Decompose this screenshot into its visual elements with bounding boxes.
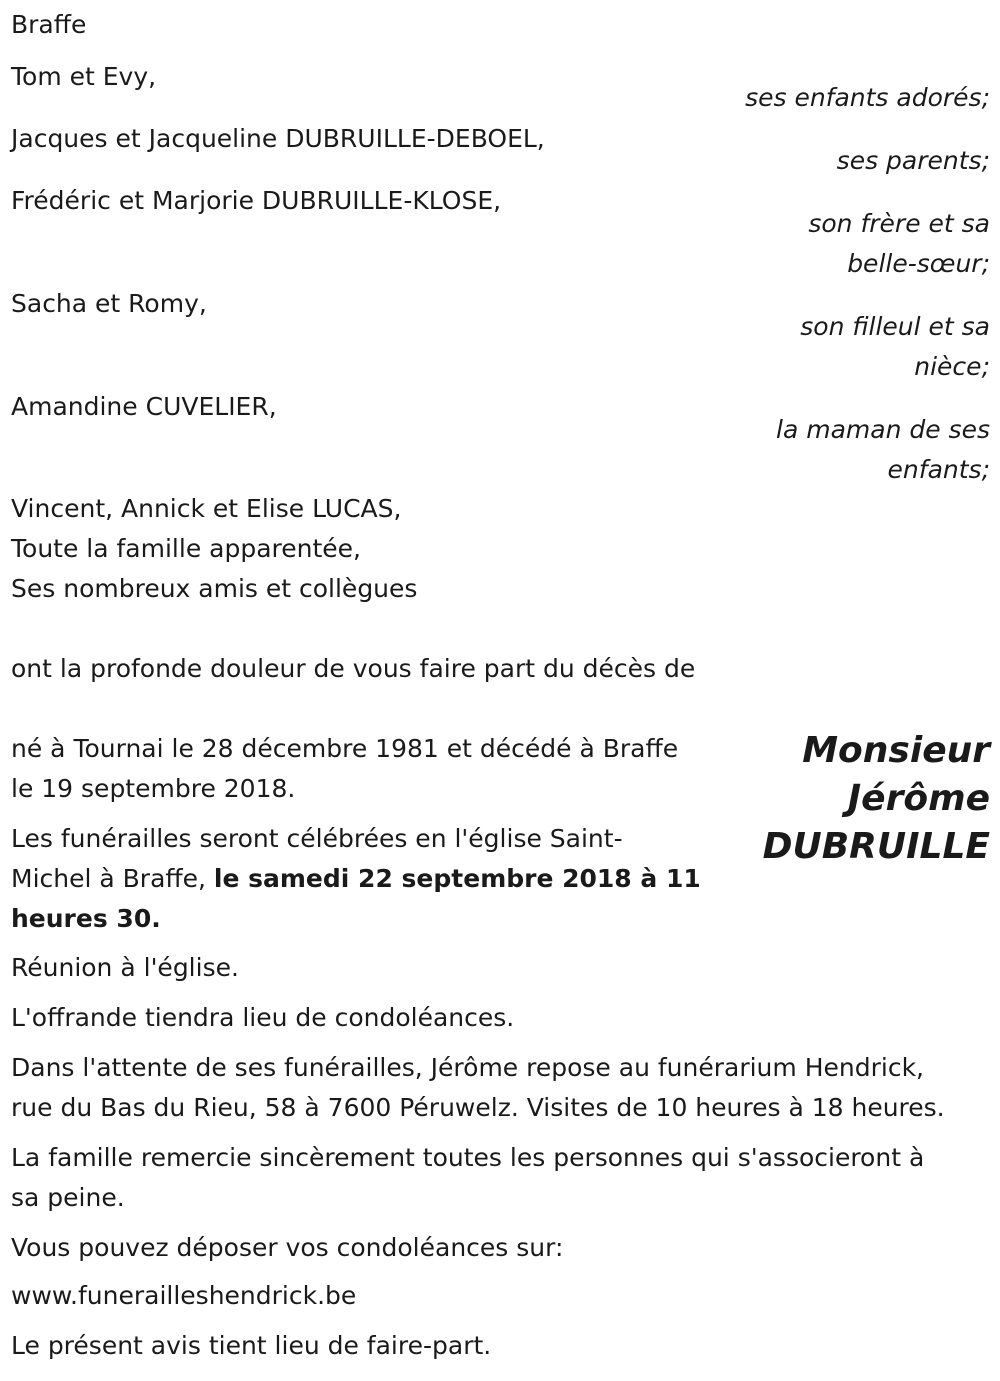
condolences-intro: Vous pouvez déposer vos condoléances sur: <box>11 1233 564 1262</box>
deceased-lastname: DUBRUILLE <box>762 826 990 867</box>
funeral-place: Michel à Braffe, <box>11 864 214 893</box>
thanks-line-1: La famille remercie sincèrement toutes les personnes qui s'associeront à <box>11 1143 925 1172</box>
deceased-firstname: Jérôme <box>847 778 990 819</box>
others-line-3: Ses nombreux amis et collègues <box>11 574 418 603</box>
family-role-children: ses enfants adorés; <box>745 83 990 112</box>
family-role-mother-2: enfants; <box>887 455 990 484</box>
funerarium-line-2: rue du Bas du Rieu, 58 à 7600 Péruwelz. Visites de 10 heures à 18 heures. <box>11 1093 945 1122</box>
others-line-1: Vincent, Annick et Elise LUCAS, <box>11 494 402 523</box>
others-line-2: Toute la famille apparentée, <box>11 534 361 563</box>
announcement: ont la profonde douleur de vous faire part du décès de <box>11 654 696 683</box>
family-role-parents: ses parents; <box>836 146 990 175</box>
funeral-line-2 <box>11 859 701 899</box>
family-name-mother: Amandine CUVELIER, <box>11 392 277 421</box>
family-role-brother-2: belle-sœur; <box>847 249 990 278</box>
offrande: L'offrande tiendra lieu de condoléances. <box>11 1003 515 1032</box>
family-name-godson: Sacha et Romy, <box>11 289 207 318</box>
location: Braffe <box>11 10 87 39</box>
thanks-line-2: sa peine. <box>11 1183 125 1212</box>
family-role-godson-1: son filleul et sa <box>800 312 990 341</box>
deceased-title: Monsieur <box>802 730 990 771</box>
deceased-name <box>763 727 990 871</box>
family-role-mother-1: la maman de ses <box>776 415 990 444</box>
funerarium-line-1: Dans l'attente de ses funérailles, Jérôme repose au funérarium Hendrick, <box>11 1053 924 1082</box>
birth-line-2: le 19 septembre 2018. <box>11 774 296 803</box>
family-role-godson-2: nièce; <box>914 352 990 381</box>
family-name-parents: Jacques et Jacqueline DUBRUILLE-DEBOEL, <box>11 124 545 153</box>
family-name-children: Tom et Evy, <box>11 62 157 91</box>
website-link[interactable]: www.funerailleshendrick.be <box>11 1281 357 1310</box>
funeral-date: le samedi 22 septembre 2018 à 11 <box>213 864 701 893</box>
funeral-time: heures 30. <box>11 904 161 933</box>
closing-note: Le présent avis tient lieu de faire-part. <box>11 1331 492 1360</box>
reunion: Réunion à l'église. <box>11 953 239 982</box>
family-role-brother-1: son frère et sa <box>808 209 990 238</box>
funeral-line-1: Les funérailles seront célébrées en l'église Saint- <box>11 824 623 853</box>
family-name-brother: Frédéric et Marjorie DUBRUILLE-KLOSE, <box>11 186 502 215</box>
birth-line-1: né à Tournai le 28 décembre 1981 et décédé à Braffe <box>11 734 679 763</box>
